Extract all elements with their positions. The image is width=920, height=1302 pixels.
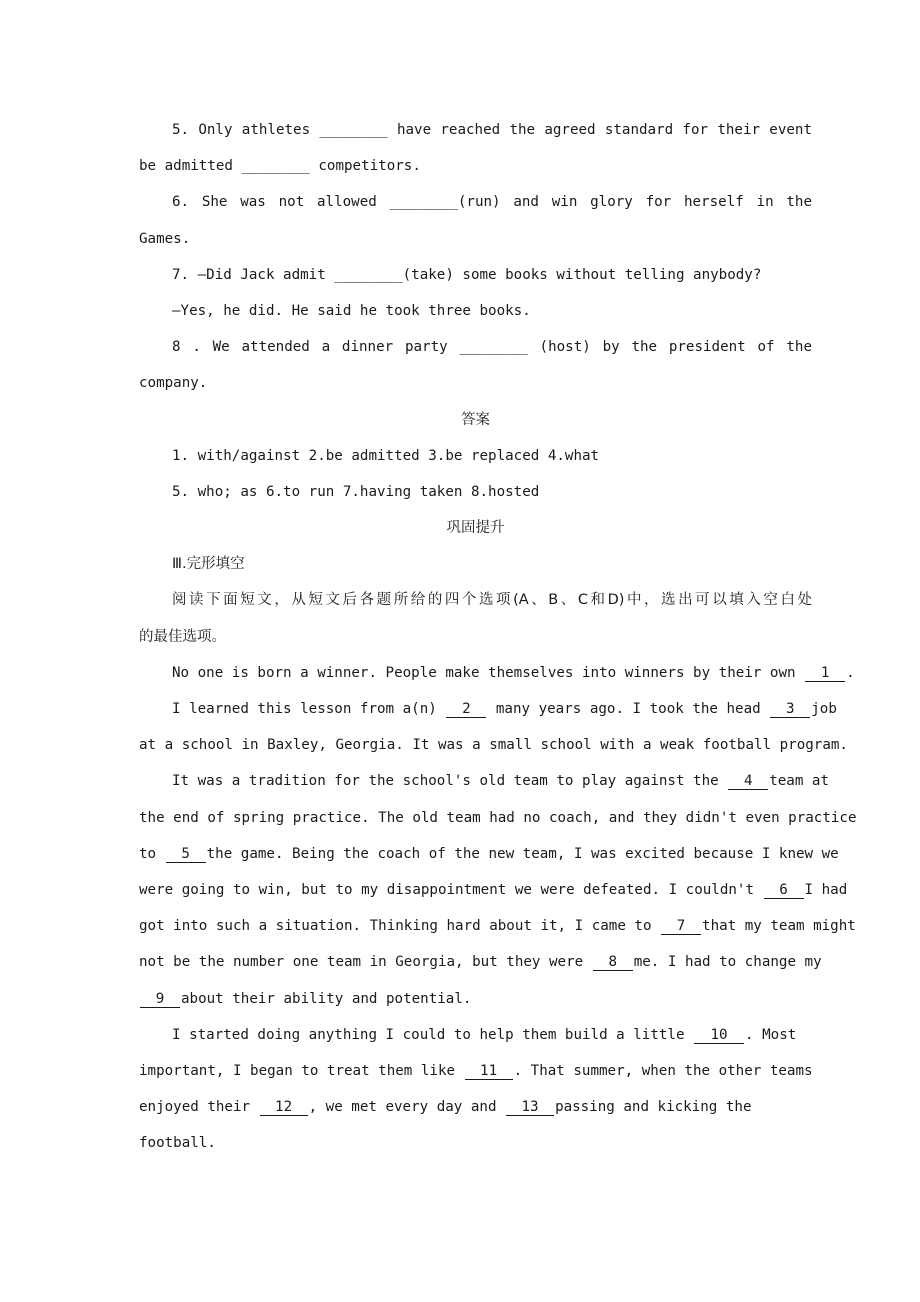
question-5-line-2: be admitted ________ competitors. [139, 158, 421, 175]
answers-line-1: 1. with/against 2.be admitted 3.be replaced 4.what [172, 447, 600, 464]
blank-5: 5 [166, 846, 206, 863]
section-title: 巩固提升 [446, 520, 505, 537]
passage-text: . Most [745, 1026, 797, 1043]
blank-8: 8 [593, 954, 633, 971]
passage-line [139, 908, 856, 944]
part-label: Ⅲ.完形填空 [172, 556, 245, 573]
passage-line [139, 981, 812, 1017]
question-8-line-1: 8 . We attended a dinner party ________ (host) by the president of the [172, 339, 812, 356]
passage-line [139, 872, 848, 908]
passage-text: the game. Being the coach of the new team, I was excited because I knew we [206, 845, 839, 862]
passage-text: me. I had to change my [633, 954, 822, 971]
document-page [139, 112, 857, 1161]
passage-text: It was a tradition for the school's old team to play against the [172, 773, 719, 790]
passage-text: passing and kicking the [555, 1099, 752, 1116]
passage-text: about their ability and potential. [181, 990, 472, 1007]
blank-11: 11 [465, 1063, 513, 1080]
answers-heading: 答案 [461, 411, 490, 428]
passage-line [139, 1089, 812, 1125]
passage-text: enjoyed their [139, 1099, 251, 1116]
passage-line [139, 1017, 812, 1053]
passage-text: . That summer, when the other teams [513, 1062, 813, 1079]
passage-text: to [139, 845, 157, 862]
question-6-line-2: Games. [139, 230, 191, 247]
passage-line [139, 691, 837, 727]
question-7-line-2: —Yes, he did. He said he took three books. [172, 302, 531, 319]
instruction-line-2: 的最佳选项。 [139, 628, 226, 645]
blank-3: 3 [770, 701, 810, 718]
passage-line [139, 763, 830, 799]
question-8-line-2: company. [139, 375, 208, 392]
blank-10: 10 [694, 1027, 744, 1044]
passage-text: team at [769, 773, 830, 790]
blank-4: 4 [728, 773, 768, 790]
passage-text: were going to win, but to my disappointment we were defeated. I couldn't [139, 881, 754, 898]
passage-text: many years ago. I took the head [495, 701, 761, 717]
passage-line [139, 944, 822, 980]
blank-6: 6 [764, 882, 804, 899]
answers-line-2: 5. who; as 6.to run 7.having taken 8.hosted [172, 483, 540, 500]
passage-line [139, 1053, 812, 1089]
blank-1: 1 [805, 665, 845, 682]
passage-text: important, I began to treat them like [139, 1062, 456, 1079]
instruction-line-1: 阅读下面短文，从短文后各题所给的四个选项(A、B、C和D)中，选出可以填入空白处 [172, 592, 812, 609]
passage-text: I learned this lesson from a(n) [172, 701, 437, 717]
passage-text: not be the number one team in Georgia, but they were [139, 954, 584, 971]
passage-text: that my team might [702, 918, 856, 935]
passage-text: I started doing anything I could to help them build a little [172, 1026, 685, 1043]
passage-text: job [811, 701, 837, 717]
passage-text: . [846, 664, 855, 681]
passage-line: the end of spring practice. The old team had no coach, and they didn't even practice [139, 809, 857, 826]
blank-9: 9 [140, 991, 180, 1008]
question-6-line-1: 6. She was not allowed ________(run) and win glory for herself in the [172, 194, 812, 211]
blank-2: 2 [446, 701, 486, 718]
passage-text: got into such a situation. Thinking hard about it, I came to [139, 918, 652, 935]
passage-text: I had [804, 881, 848, 898]
passage-text: No one is born a winner. People make themselves into winners by their own [172, 664, 796, 681]
passage-line [139, 836, 839, 872]
blank-12: 12 [260, 1099, 308, 1116]
passage-line: at a school in Baxley, Georgia. It was a small school with a weak football program. [139, 737, 848, 754]
passage-line [139, 655, 855, 691]
blank-13: 13 [506, 1099, 554, 1116]
blank-7: 7 [661, 918, 701, 935]
passage-text: , we met every day and [308, 1099, 497, 1116]
question-5-line-1: 5. Only athletes ________ have reached the agreed standard for their event [172, 122, 812, 138]
passage-line: football. [139, 1135, 216, 1152]
question-7-line-1: 7. —Did Jack admit ________(take) some books without telling anybody? [172, 266, 762, 283]
